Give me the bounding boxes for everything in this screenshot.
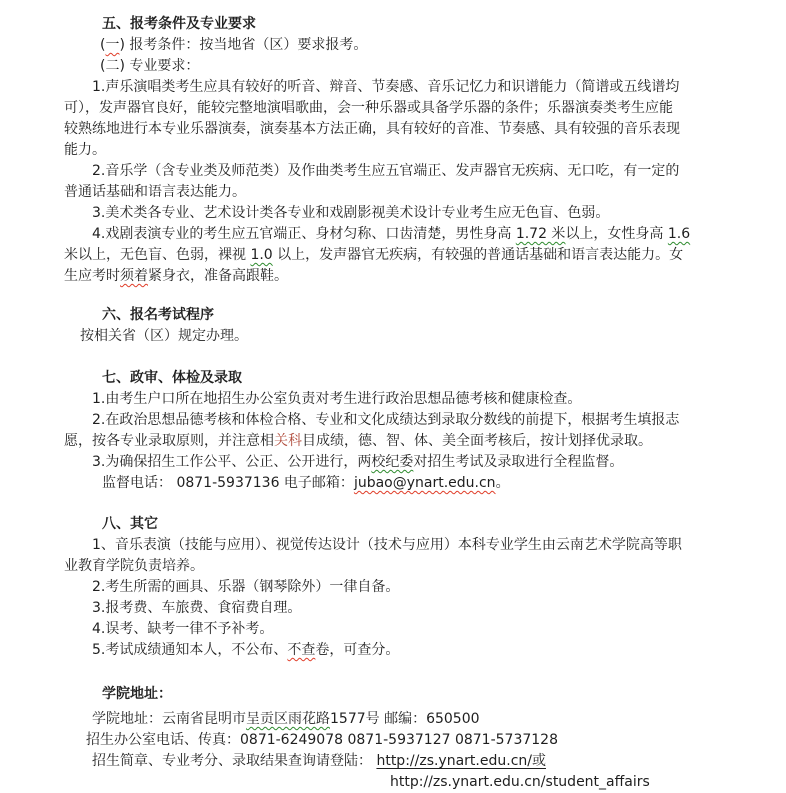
- text-run: 1.由考生户口所在地招生办公室负责对考生进行政治思想品德考核和健康检查。: [92, 391, 582, 407]
- doc-line: [64, 140, 746, 161]
- text-run: 招生简章、专业考分、录取结果查询请登陆：: [92, 753, 377, 769]
- section-5-heading: [64, 14, 746, 35]
- text-run: 普通话基础和语言表达能力。: [64, 184, 246, 200]
- text-run: 业教育学院负责培养。: [64, 558, 204, 574]
- text-run: (: [100, 37, 106, 53]
- section-8-heading: [64, 514, 746, 535]
- doc-line: [64, 98, 746, 119]
- text-run: 呈贡区雨花路: [246, 711, 330, 727]
- text-run: 八、其它: [102, 516, 158, 532]
- text-run: 4.误考、缺考一律不予补考。: [92, 621, 274, 637]
- text-run: 1577号 邮编：650500: [330, 711, 480, 727]
- doc-line: [64, 182, 746, 203]
- text-run: 3.为确保招生工作公平、公正、公开进行，两: [92, 454, 372, 470]
- text-run: ) 报考条件：按当地省（区）要求报考。: [119, 37, 368, 53]
- text-run: 须着: [120, 268, 148, 284]
- text-run: 学院地址：云南省昆明市: [92, 711, 246, 727]
- text-run: 2.考生所需的画具、乐器（钢琴除外）一律自备。: [92, 579, 400, 595]
- doc-line: [64, 56, 746, 77]
- query-links-line: [64, 751, 746, 772]
- text-run: 五、报考条件及专业要求: [102, 16, 256, 32]
- doc-line: [64, 326, 746, 347]
- text-run: 生应考时: [64, 268, 120, 284]
- text-run: 1.0: [250, 247, 273, 263]
- address-heading: [64, 684, 746, 705]
- doc-line: [64, 203, 746, 224]
- doc-line: [64, 452, 746, 473]
- doc-line: [64, 224, 746, 245]
- text-run: 以上，发声器官无疾病，有较强的普通话基础和语言表达能力。女: [272, 247, 684, 263]
- text-run: 1.声乐演唱类考生应具有较好的听音、辩音、节奏感、音乐记忆力和识谱能力（简谱或五线谱均: [92, 79, 680, 95]
- text-run: 七、政审、体检及录取: [102, 370, 242, 386]
- text-run: 不查: [287, 642, 316, 658]
- text-run: 3.报考费、车旅费、食宿费自理。: [92, 600, 302, 616]
- text-run: 1.72 米: [515, 226, 566, 242]
- text-run: 校纪委: [371, 454, 414, 470]
- section-7-heading: [64, 368, 746, 389]
- doc-line: [64, 389, 746, 410]
- text-run: (二) 专业要求：: [100, 58, 200, 74]
- text-run: 米以上，无色盲、色弱，裸视: [64, 247, 251, 263]
- text-run: 3.美术类各专业、艺术设计类各专业和戏剧影视美术设计专业考生应无色盲、色弱。: [92, 205, 610, 221]
- phone-fax-line: [64, 730, 746, 751]
- address-line: [64, 709, 746, 730]
- section-6-heading: [64, 305, 746, 326]
- text-run: 1、音乐表演（技能与应用）、视觉传达设计（技术与应用）本科专业学生由云南艺术学院高等职: [92, 537, 682, 553]
- text-run: 监督电话： 0871-5937136 电子邮箱：: [102, 475, 354, 491]
- doc-line: [64, 619, 746, 640]
- email-text: jubao@ynart.edu.cn: [353, 475, 496, 491]
- text-run: 愿，按各专业录取原则，并注意相: [64, 433, 274, 449]
- doc-line: [64, 431, 746, 452]
- doc-line: [64, 161, 746, 182]
- text-run: 4.戏剧表演专业的考生应五官端正、身材匀称、口齿清楚，男性身高: [92, 226, 516, 242]
- text-run: 较熟练地进行本专业乐器演奏，演奏基本方法正确，具有较好的音准、节奏感、具有较强的音乐表现: [64, 121, 680, 137]
- doc-line: [64, 577, 746, 598]
- text-run: 招生办公室电话、传真：0871-6249078 0871-5937127 0871-5737128: [86, 732, 558, 748]
- text-run: 5.考试成绩通知本人，不公布、: [92, 642, 288, 658]
- doc-line: [64, 77, 746, 98]
- text-run: 能力。: [64, 142, 106, 158]
- doc-line: [64, 266, 746, 287]
- text-run: 可），发声器官良好，能较完整地演唱歌曲，会一种乐器或具备学乐器的条件；乐器演奏类考生应能: [64, 100, 673, 116]
- doc-line: [64, 640, 746, 661]
- text-run: 紧身衣，准备高跟鞋。: [148, 268, 288, 284]
- supervision-contact-line: [64, 473, 746, 494]
- doc-line: [64, 119, 746, 140]
- doc-line: [64, 245, 746, 266]
- doc-line: [64, 556, 746, 577]
- doc-line: [64, 535, 746, 556]
- text-run: 按相关省（区）规定办理。: [80, 328, 248, 344]
- url-link[interactable]: http://zs.ynart.edu.cn/或: [376, 753, 546, 769]
- text-run: 以上，女性身高: [565, 226, 668, 242]
- text-run: 卷，可查分。: [315, 642, 400, 658]
- text-run: 六、报名考试程序: [102, 307, 214, 323]
- text-run: 目成绩，德、智、体、美全面考核后，按计划择优录取。: [302, 433, 652, 449]
- text-run: 对招生考试及录取进行全程监督。: [413, 454, 624, 470]
- doc-line: [64, 35, 746, 56]
- text-run: 2.音乐学（含专业类及师范类）及作曲类考生应五官端正、发声器官无疾病、无口吃，有一定的: [92, 163, 680, 179]
- text-run: 1.6: [667, 226, 691, 242]
- doc-line: [64, 410, 746, 431]
- text-run: 2.在政治思想品德考核和体检合格、专业和文化成绩达到录取分数线的前提下，根据考生填报志: [92, 412, 680, 428]
- url-link[interactable]: http://zs.ynart.edu.cn/student_affairs: [390, 774, 650, 790]
- text-run: 。: [495, 475, 510, 491]
- doc-line: [64, 598, 746, 619]
- text-run: 关科: [274, 433, 302, 449]
- text-run: 一: [105, 37, 120, 53]
- query-links-line-2: [64, 772, 746, 793]
- text-run: 学院地址：: [102, 686, 172, 702]
